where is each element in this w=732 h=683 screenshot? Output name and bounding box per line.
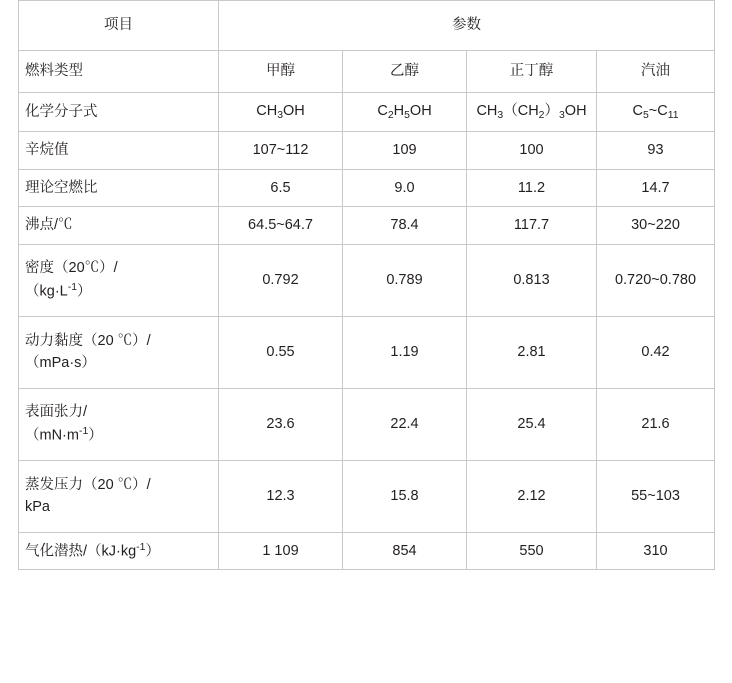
table-cell: 6.5 xyxy=(219,169,343,206)
table-cell: 0.42 xyxy=(597,316,715,388)
table-row xyxy=(19,132,715,169)
table-cell: 0.55 xyxy=(219,316,343,388)
table-cell: 2.12 xyxy=(467,460,597,532)
table-cell: 854 xyxy=(343,532,467,570)
row-label: 燃料类型 xyxy=(19,51,219,93)
table-header-row xyxy=(19,1,715,51)
table-cell: 0.720~0.780 xyxy=(597,244,715,316)
row-label: 辛烷值 xyxy=(19,132,219,169)
row-label: 密度（20℃）/ $(kg\cdot L^{-1})$ xyxy=(19,244,219,316)
fuel-name-n-butanol: 正丁醇 xyxy=(467,51,597,93)
table-cell: 0.792 xyxy=(219,244,343,316)
table-row xyxy=(19,169,715,206)
table-cell: 1.19 xyxy=(343,316,467,388)
table-cell: 550 xyxy=(467,532,597,570)
table-header-params: 参数 xyxy=(219,1,715,51)
table-header-item: 项目 xyxy=(19,1,219,51)
table-cell: 55~103 xyxy=(597,460,715,532)
table-cell: 30~220 xyxy=(597,207,715,244)
fuel-name-ethanol: 乙醇 xyxy=(343,51,467,93)
row-label: 沸点/℃ xyxy=(19,207,219,244)
row-label: 表面张力/ $(mN\cdot m^{-1})$ xyxy=(19,388,219,460)
table-cell: 2.81 xyxy=(467,316,597,388)
table-row-fuel-type xyxy=(19,51,715,93)
table-cell: $C_2H_5OH$ xyxy=(343,93,467,132)
table-cell: 100 xyxy=(467,132,597,169)
table-row xyxy=(19,93,715,132)
table-cell: 15.8 xyxy=(343,460,467,532)
table-cell: 64.5~64.7 xyxy=(219,207,343,244)
table-cell: 93 xyxy=(597,132,715,169)
table-cell: 117.7 xyxy=(467,207,597,244)
table-cell: 78.4 xyxy=(343,207,467,244)
table-cell: 22.4 xyxy=(343,388,467,460)
table-cell: 12.3 xyxy=(219,460,343,532)
table-row xyxy=(19,388,715,460)
fuel-name-methanol: 甲醇 xyxy=(219,51,343,93)
fuel-properties-table xyxy=(18,0,715,570)
table-cell: 1 109 xyxy=(219,532,343,570)
table-row xyxy=(19,460,715,532)
table-cell: $C_5\sim C_{11}$ xyxy=(597,93,715,132)
table-row xyxy=(19,207,715,244)
table-row xyxy=(19,316,715,388)
row-label: 气化潜热$/(kJ\cdot kg^{-1})$ xyxy=(19,532,219,570)
table-cell: 109 xyxy=(343,132,467,169)
table-cell: 0.789 xyxy=(343,244,467,316)
table-row xyxy=(19,244,715,316)
row-label: 动力黏度（20 ℃）/ （mPa·s） xyxy=(19,316,219,388)
table-body xyxy=(19,51,715,570)
row-label: 理论空燃比 xyxy=(19,169,219,206)
fuel-name-gasoline: 汽油 xyxy=(597,51,715,93)
table-cell: 23.6 xyxy=(219,388,343,460)
table-cell: 9.0 xyxy=(343,169,467,206)
row-label: 化学分子式 xyxy=(19,93,219,132)
table-cell: 21.6 xyxy=(597,388,715,460)
row-label: 蒸发压力（20 ℃）/ kPa xyxy=(19,460,219,532)
table-cell: 11.2 xyxy=(467,169,597,206)
table-cell: 0.813 xyxy=(467,244,597,316)
table-cell: $CH_3(CH_2)_3OH$ xyxy=(467,93,597,132)
table-cell: 14.7 xyxy=(597,169,715,206)
table-cell: 25.4 xyxy=(467,388,597,460)
table-cell: 107~112 xyxy=(219,132,343,169)
table-row xyxy=(19,532,715,570)
table-cell: 310 xyxy=(597,532,715,570)
table-cell: $CH_3OH$ xyxy=(219,93,343,132)
